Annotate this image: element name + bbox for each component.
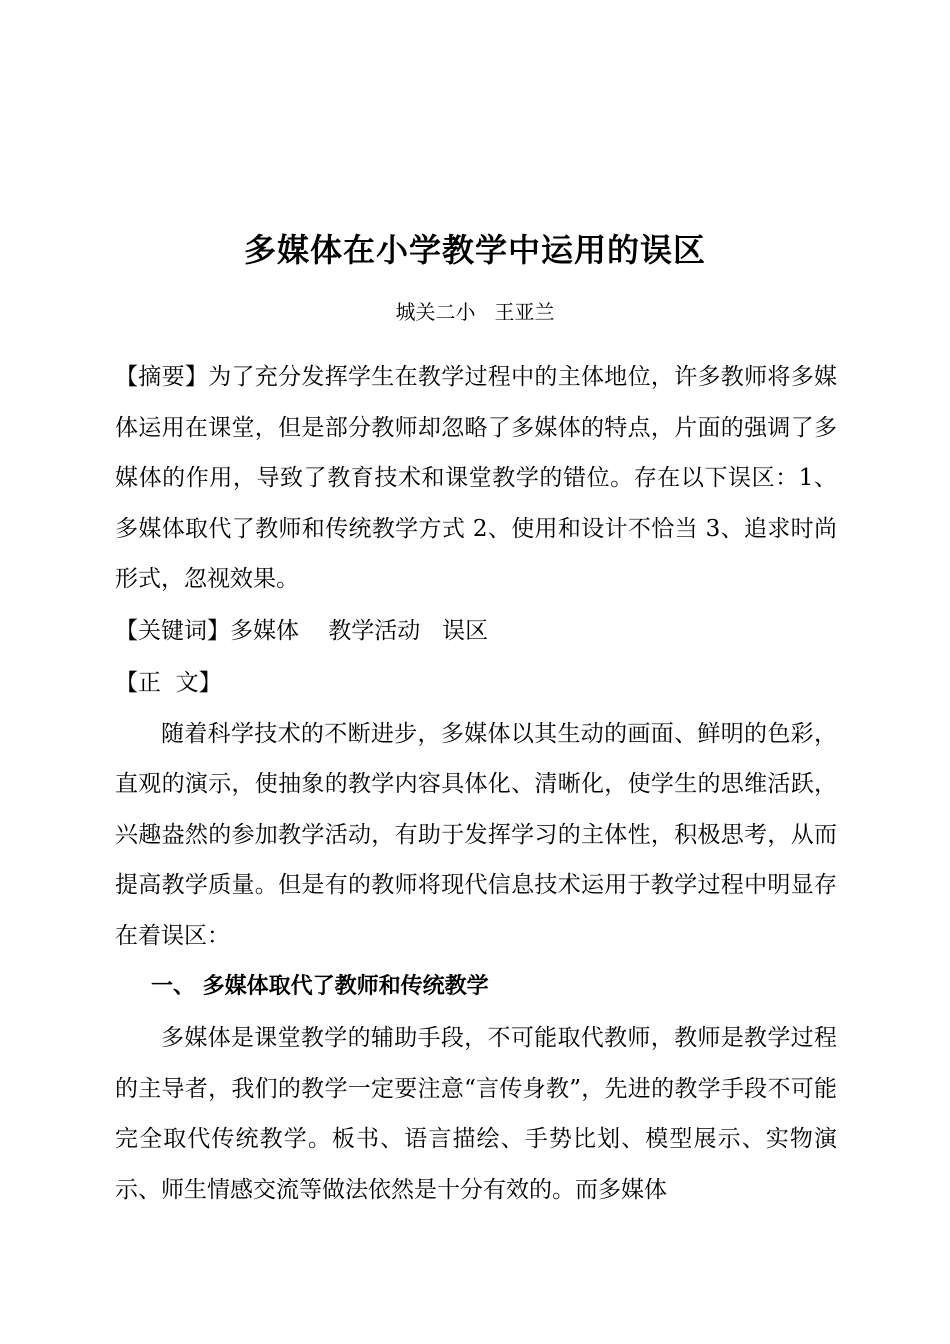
abstract-paragraph: 【摘要】为了充分发挥学生在教学过程中的主体地位，许多教师将多媒体运用在课堂，但是部分教师却忽略了多媒体的特点，片面的强调了多媒体的作用，导致了教育技术和课堂教学的错位。存在以下误区：1、多媒体取代了教师和传统教学方式 2、使用和设计不恰当 3、追求时尚形式，忽视效果。 (115, 364, 837, 592)
section-paragraph-1: 多媒体是课堂教学的辅助手段，不可能取代教师，教师是教学过程的主导者，我们的教学一定要注意“言传身教”，先进的教学手段不可能完全取代传统教学。板书、语言描绘、手势比划、模型展示、实物演示、师生情感交流等做法依然是十分有效的。而多媒体 (115, 1025, 837, 1203)
keywords-line: 【关键词】多媒体 教学活动 误区 (115, 617, 489, 644)
intro-paragraph: 随着科学技术的不断进步，多媒体以其生动的画面、鲜明的色彩，直观的演示，使抽象的教学内容具体化、清晰化，使学生的思维活跃，兴趣盎然的参加教学活动，有助于发挥学习的主体性，积极思考，从而提高教学质量。但是有的教师将现代信息技术运用于教学过程中明显存在着误区： (115, 720, 837, 949)
document-title: 多媒体在小学教学中运用的误区 (243, 231, 706, 269)
body-label: 【正 文】 (115, 669, 222, 696)
document-body (115, 352, 837, 1215)
section-heading-1: 一、 多媒体取代了教师和传统教学 (151, 974, 489, 999)
author-line: 城关二小 王亚兰 (395, 300, 555, 324)
